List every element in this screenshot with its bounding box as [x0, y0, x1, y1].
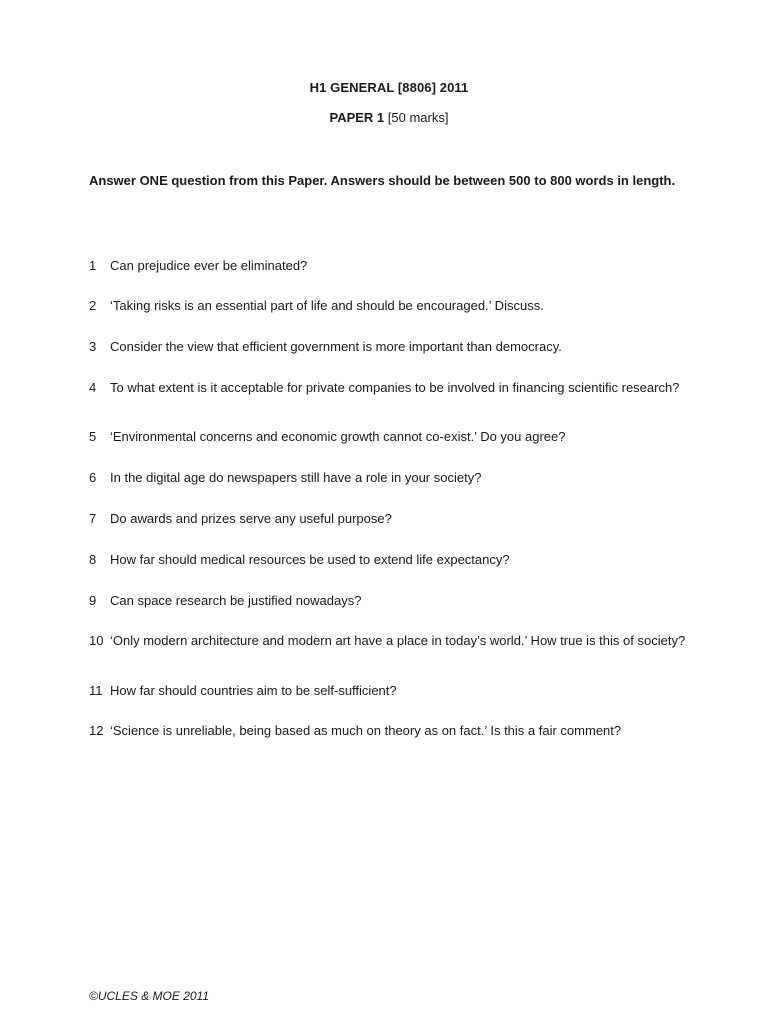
question-number: 11	[89, 683, 103, 698]
question-text: Consider the view that efficient government is more important than democracy.	[110, 339, 562, 354]
question-text: Can prejudice ever be eliminated?	[110, 258, 308, 273]
question-item	[89, 592, 689, 609]
question-item	[89, 428, 689, 445]
question-text: Can space research be justified nowadays?	[110, 593, 362, 608]
question-text: In the digital age do newspapers still have a role in your society?	[110, 470, 482, 485]
question-number: 4	[89, 380, 97, 395]
question-number: 6	[89, 470, 97, 485]
question-text: How far should medical resources be used to extend life expectancy?	[110, 552, 510, 567]
question-text: To what extent is it acceptable for private companies to be involved in financing scientific research?	[110, 380, 680, 395]
question-text: How far should countries aim to be self-sufficient?	[110, 683, 397, 698]
question-text: ‘Only modern architecture and modern art have a place in today’s world.’ How true is this of society?	[110, 633, 686, 648]
question-text: ‘Environmental concerns and economic growth cannot co-exist.’ Do you agree?	[110, 429, 566, 444]
question-number: 1	[89, 258, 97, 273]
paper-marks: [50 marks]	[387, 110, 449, 125]
question-item	[89, 551, 689, 568]
question-number: 2	[89, 298, 97, 313]
question-item	[89, 510, 689, 527]
paper-label: PAPER 1	[329, 110, 385, 125]
question-number: 10	[89, 633, 104, 648]
question-item	[89, 469, 689, 486]
question-item	[89, 297, 689, 314]
question-item	[89, 722, 689, 739]
question-text: Do awards and prizes serve any useful purpose?	[110, 511, 392, 526]
question-number: 3	[89, 339, 97, 354]
question-item	[89, 632, 689, 649]
question-number: 12	[89, 723, 104, 738]
question-number: 7	[89, 511, 97, 526]
question-item	[89, 257, 689, 274]
question-number: 5	[89, 429, 97, 444]
copyright-footer: ©UCLES & MOE 2011	[89, 989, 209, 1003]
question-text: ‘Science is unreliable, being based as much on theory as on fact.’ Is this a fair comment?	[110, 723, 622, 738]
question-number: 9	[89, 593, 97, 608]
question-item	[89, 682, 689, 699]
question-number: 8	[89, 552, 97, 567]
paper-title: H1 GENERAL [8806] 2011	[309, 80, 469, 95]
question-text: ‘Taking risks is an essential part of life and should be encouraged.’ Discuss.	[110, 298, 544, 313]
question-item	[89, 379, 689, 396]
question-item	[89, 338, 689, 355]
paper-subtitle	[0, 110, 768, 125]
instructions: Answer ONE question from this Paper. Answers should be between 500 to 800 words in length.	[89, 173, 676, 188]
